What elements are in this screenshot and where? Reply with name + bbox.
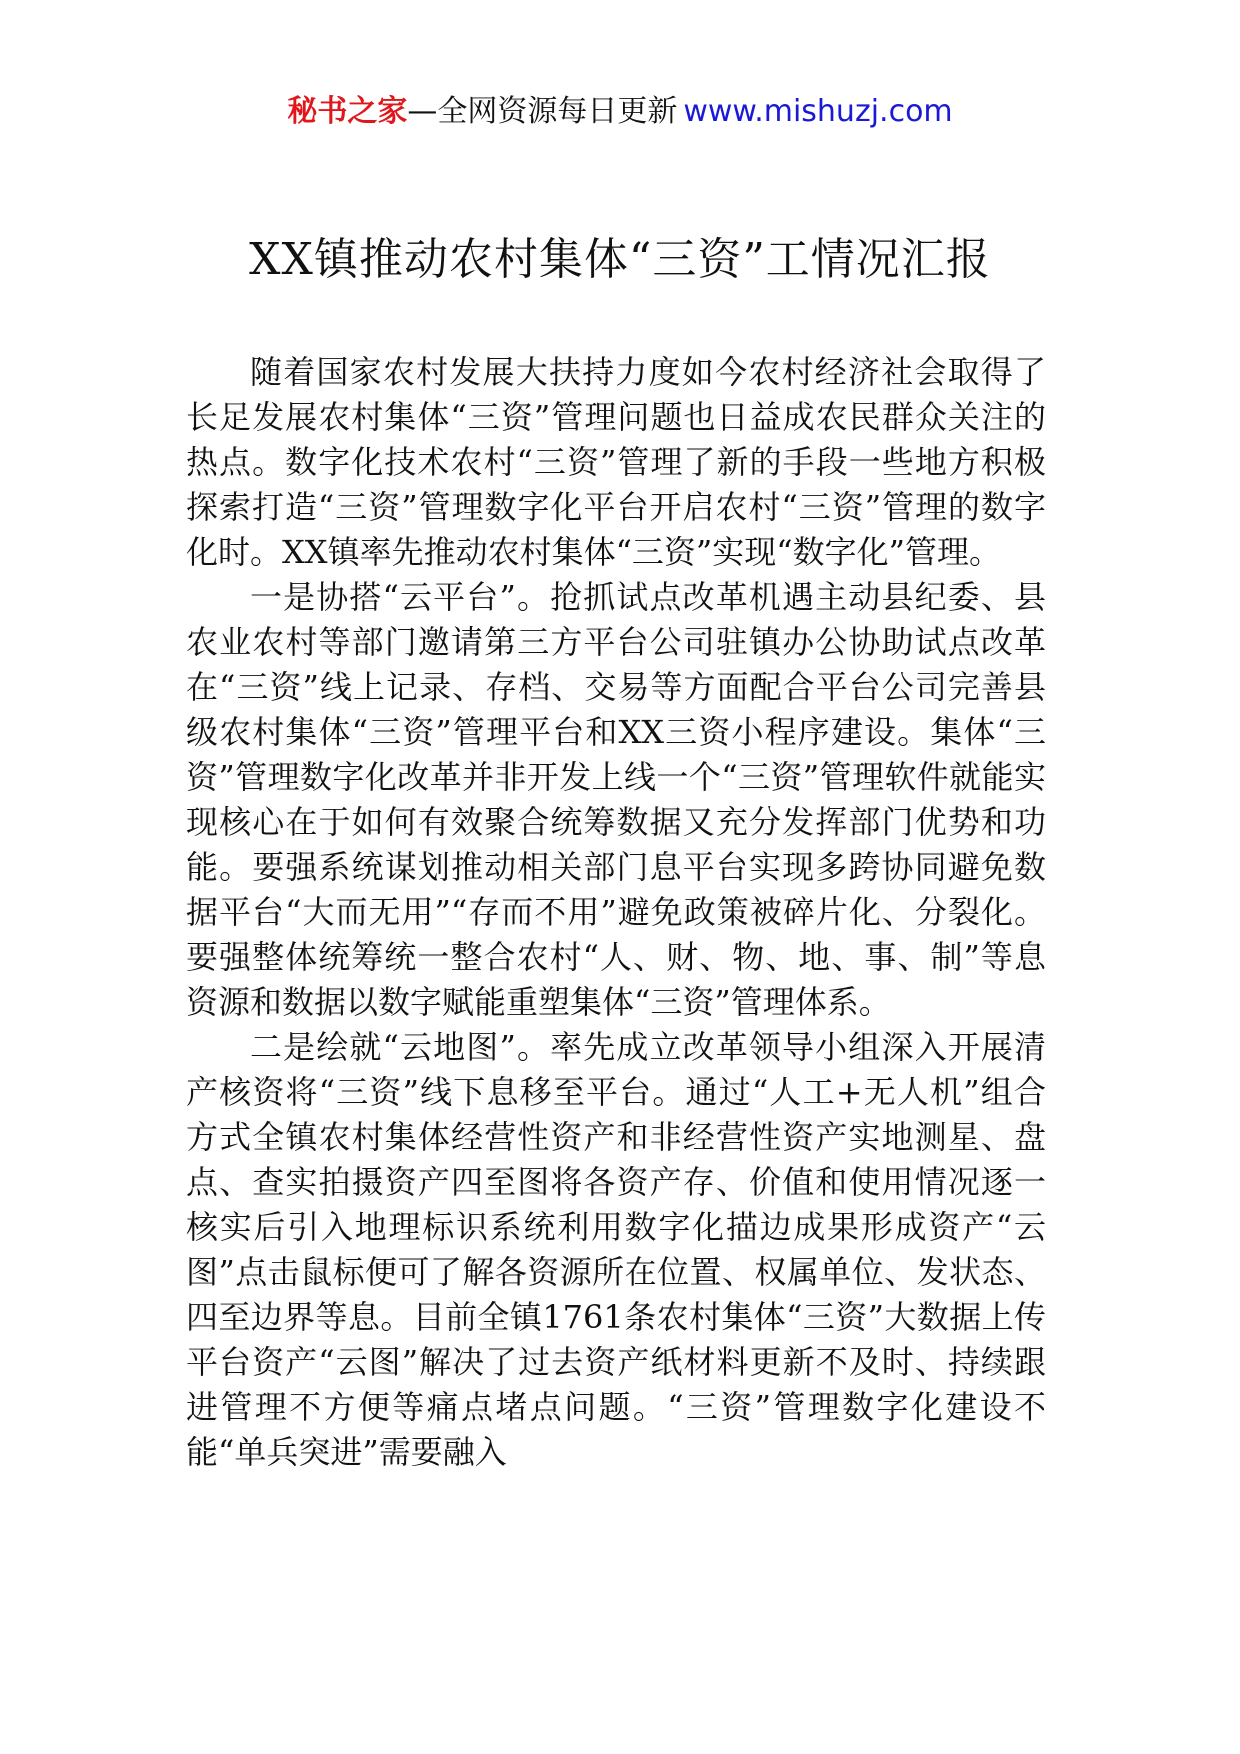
brand-name: 秘书之家	[287, 94, 408, 129]
document-body	[186, 350, 1046, 1475]
paragraph-cloud-map: 二是绘就“云地图”。率先成立改革领导小组深入开展清产核资将“三资”线下息移至平台。通过“人工+无人机”组合方式全镇农村集体经营性资产和非经营性资产实地测星、盘点、查实拍摄资产四至图将各资产存、价值和使用情况逐一核实后引入地理标识系统利用数字化描边成果形成资产“云图”点击鼠标便可了解各资源所在位置、权属单位、发状态、四至边界等息。目前全镇1761条农村集体“三资”大数据上传平台资产“云图”解决了过去资产纸材料更新不及时、持续跟进管理不方便等痛点堵点问题。“三资”管理数字化建设不能“单兵突进”需要融入	[186, 1028, 1046, 1471]
header-tagline: —全网资源每日更新	[407, 94, 678, 129]
document-title: XX镇推动农村集体“三资”工情况汇报	[249, 234, 991, 285]
site-header	[0, 92, 1240, 132]
site-url-link[interactable]: www.mishuzj.com	[683, 94, 953, 129]
paragraph-cloud-platform: 一是协搭“云平台”。抢抓试点改革机遇主动县纪委、县农业农村等部门邀请第三方平台公司驻镇办公协助试点改革在“三资”线上记录、存档、交易等方面配合平台公司完善县级农村集体“三资”管理平台和XX三资小程序建设。集体“三资”管理数字化改革并非开发上线一个“三资”管理软件就能实现核心在于如何有效聚合统筹数据又充分发挥部门优势和功能。要强系统谋划推动相关部门息平台实现多跨协同避免数据平台“大而无用”“存而不用”避免政策被碎片化、分裂化。要强整体统筹统一整合农村“人、财、物、地、事、制”等息资源和数据以数字赋能重塑集体“三资”管理体系。	[186, 578, 1046, 1021]
paragraph-intro: 随着国家农村发展大扶持力度如今农村经济社会取得了长足发展农村集体“三资”管理问题也日益成农民群众关注的热点。数字化技术农村“三资”管理了新的手段一些地方积极探索打造“三资”管理数字化平台开启农村“三资”管理的数字化时。XX镇率先推动农村集体“三资”实现“数字化”管理。	[186, 353, 1046, 571]
